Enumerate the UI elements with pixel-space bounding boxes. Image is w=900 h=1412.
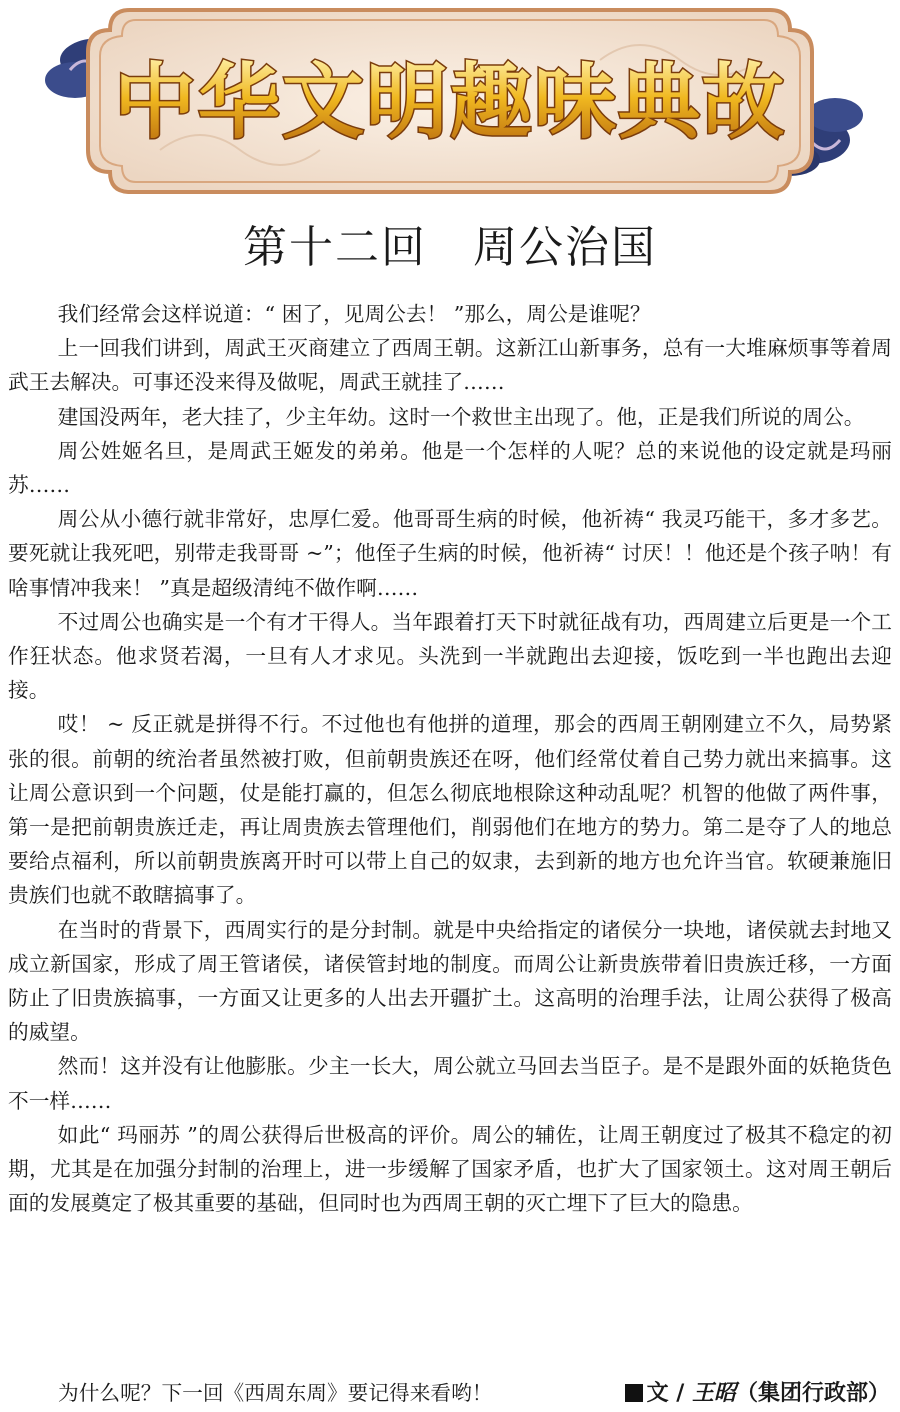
next-episode-teaser: 为什么呢？下一回《西周东周》要记得来看哟！ [58,1381,493,1405]
author-department: （集团行政部） [735,1381,890,1406]
paragraph: 建国没两年，老大挂了，少主年幼。这时一个救世主出现了。他，正是我们所说的周公。 [57,404,865,429]
article-body [8,297,892,1220]
chapter-number: 第十二回 [243,222,427,273]
paragraph: 我们经常会这样说道：“ 困了，见周公去！ ”那么，周公是谁呢？ [57,302,651,326]
square-bullet-icon [625,1384,643,1402]
paragraph: 然而！这并没有让他膨胀。少主一长大，周公就立马回去当臣子。是不是跟外面的妖艳货色不一样…… [8,1054,892,1113]
paragraph: 上一回我们讲到，周武王灭商建立了西周王朝。这新江山新事务，总有一大堆麻烦事等着周武王去解决。可事还没来得及做呢，周武王就挂了…… [8,336,892,395]
banner-title: 中华文明趣味典故 [113,55,787,150]
byline-prefix: 文 / [646,1381,692,1406]
chapter-title [0,218,900,278]
paragraph: 不过周公也确实是一个有才干得人。当年跟着打天下时就征战有功，西周建立后更是一个工作狂状态。他求贤若渴，一旦有人才求见。头洗到一半就跑出去迎接，饭吃到一半也跑出去迎接。 [8,609,892,703]
title-banner [0,0,900,205]
paragraph: 在当时的背景下，西周实行的是分封制。就是中央给指定的诸侯分一块地，诸侯就去封地又成立新国家，形成了周王管诸侯，诸侯管封地的制度。而周公让新贵族带着旧贵族迁移，一方面防止了旧贵族搞事，一方面又让更多的人出去开疆扩土。这高明的治理手法，让周公获得了极高的威望。 [8,917,892,1045]
paragraph: 哎！ ~ 反正就是拼得不行。不过他也有他拼的道理，那会的西周王朝刚建立不久，局势紧张的很。前朝的统治者虽然被打败，但前朝贵族还在呀，他们经常仗着自己势力就出来搞事。这让周公意识到一个问题，仗是能打赢的，但怎么彻底地根除这种动乱呢？机智的他做了两件事，第一是把前朝贵族迁走，再让周贵族去管理他们，削弱他们在地方的势力。第二是夺了人的地总要给点福利，所以前朝贵族离开时可以带上自己的奴隶，去到新的地方也允许当官。软硬兼施旧贵族们也就不敢瞎搞事了。 [8,712,892,908]
paragraph: 如此“ 玛丽苏 ”的周公获得后世极高的评价。周公的辅佐，让周王朝度过了极其不稳定的初期，尤其是在加强分封制的治理上，进一步缓解了国家矛盾，也扩大了国家领土。这对周王朝后面的发展奠定了极其重要的基础，但同时也为西周王朝的灭亡埋下了巨大的隐患。 [8,1122,892,1216]
byline [625,1376,890,1411]
author-name: 王昭 [691,1380,736,1406]
chapter-name: 周公治国 [473,222,657,273]
paragraph: 周公姓姬名旦，是周武王姬发的弟弟。他是一个怎样的人呢？总的来说他的设定就是玛丽苏…… [8,438,892,498]
closing-line [8,1376,892,1410]
paragraph: 周公从小德行就非常好，忠厚仁爱。他哥哥生病的时候，他祈祷“ 我灵巧能干，多才多艺。要死就让我死吧，别带走我哥哥 ~”；他侄子生病的时候，他祈祷“ 讨厌！！他还是个孩子呐！有啥事情冲我来！ ”真是超级清纯不做作啊…… [8,507,892,600]
